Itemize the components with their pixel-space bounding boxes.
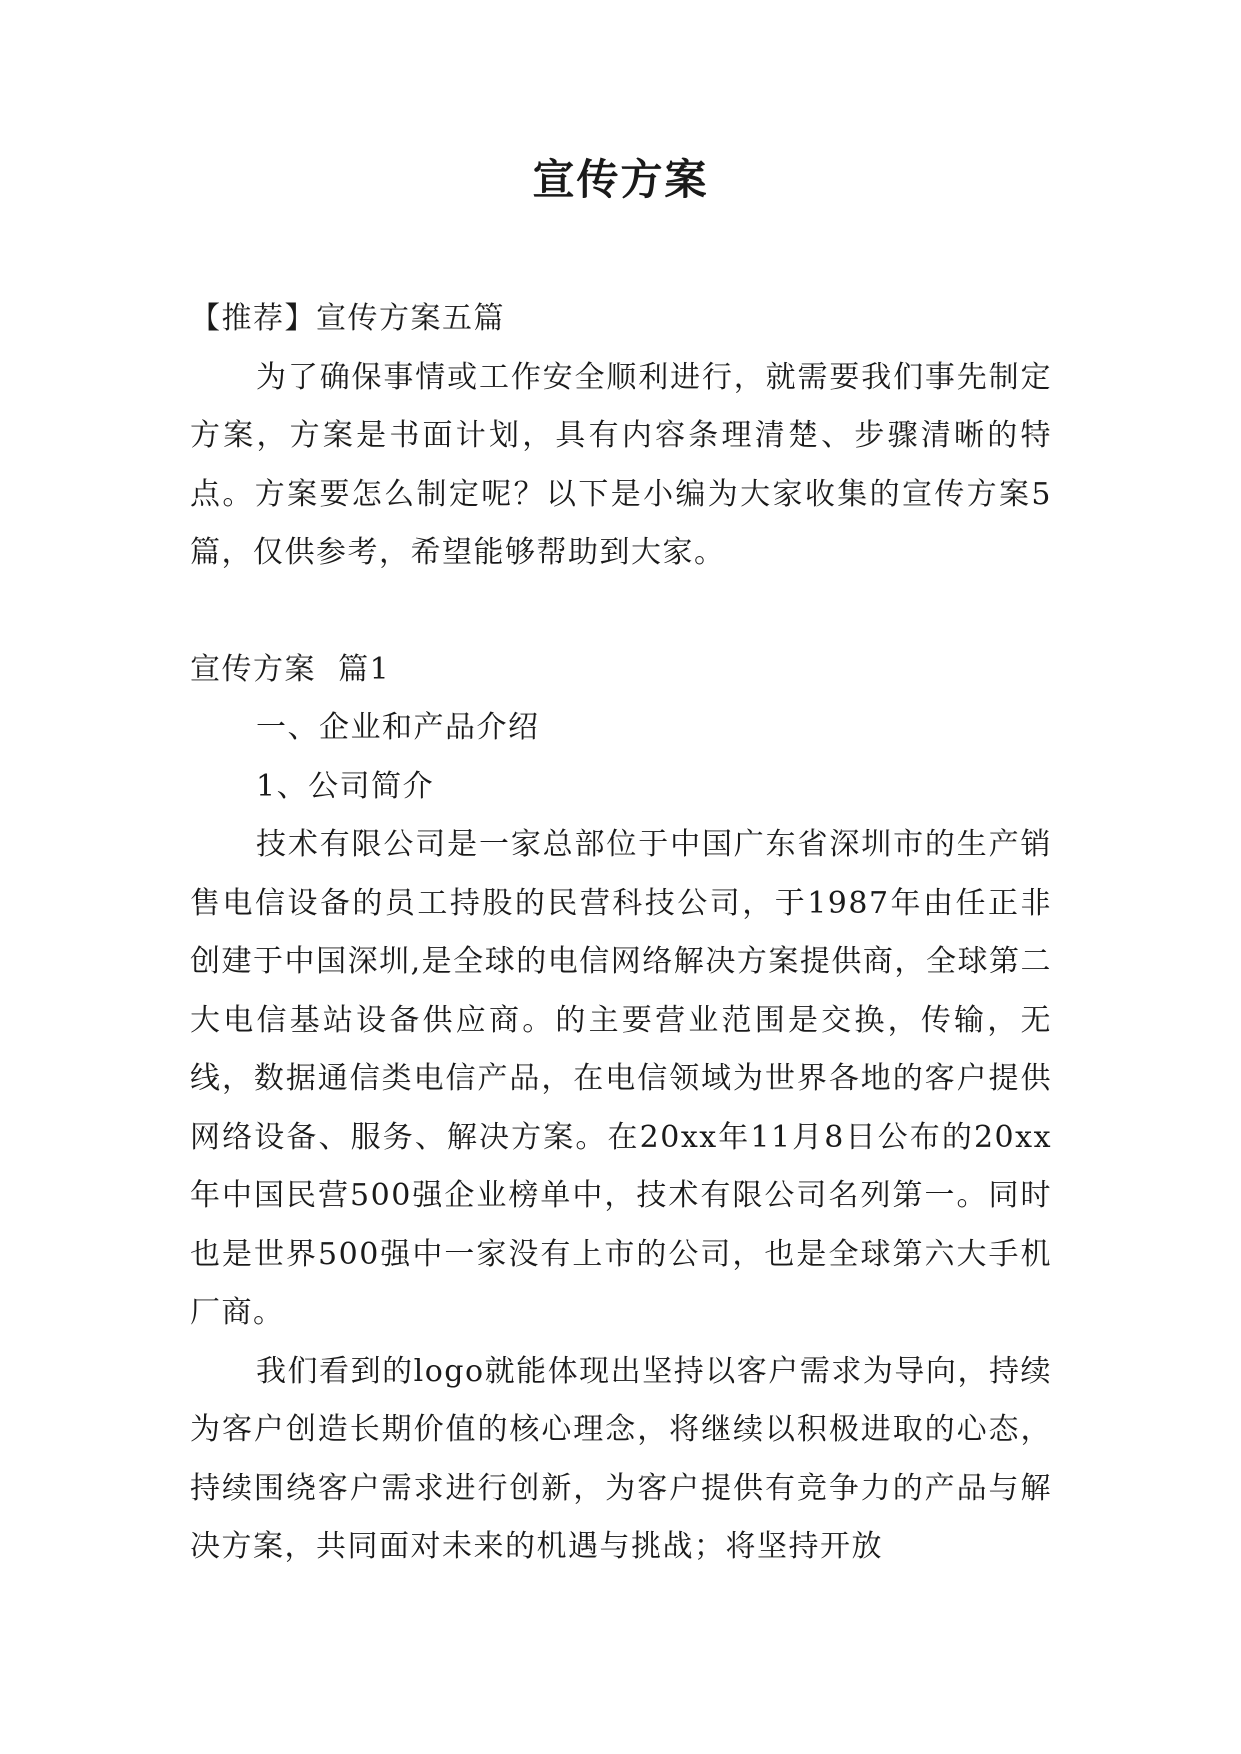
body-paragraph-1: 技术有限公司是一家总部位于中国广东省深圳市的生产销售电信设备的员工持股的民营科技公司，于1987年由任正非创建于中国深圳,是全球的电信网络解决方案提供商，全球第二大电信基站设备供应商。的主要营业范围是交换，传输，无线，数据通信类电信产品，在电信领域为世界各地的客户提供网络设备、服务、解决方案。在20xx年11月8日公布的20xx年中国民营500强企业榜单中，技术有限公司名列第一。同时也是世界500强中一家没有上市的公司，也是全球第六大手机厂商。 xyxy=(190,827,1052,1330)
document-body xyxy=(190,290,1052,1577)
body-paragraph-2: 我们看到的logo就能体现出坚持以客户需求为导向，持续为客户创造长期价值的核心理念，将继续以积极进取的心态，持续围绕客户需求进行创新，为客户提供有竞争力的产品与解决方案，共同面对未来的机遇与挑战；将坚持开放 xyxy=(190,1353,1052,1564)
paragraph-gap xyxy=(190,583,1052,641)
intro-paragraph: 为了确保事情或工作安全顺利进行，就需要我们事先制定方案，方案是书面计划，具有内容条理清楚、步骤清晰的特点。方案要怎么制定呢？以下是小编为大家收集的宣传方案5篇，仅供参考，希望能够帮助到大家。 xyxy=(190,359,1052,570)
document-subtitle: 【推荐】宣传方案五篇 xyxy=(190,301,505,336)
section-heading: 宣传方案 篇1 xyxy=(190,651,391,687)
sub-heading: 1、公司简介 xyxy=(256,768,435,804)
document-title: 宣传方案 xyxy=(532,155,709,204)
part-heading: 一、企业和产品介绍 xyxy=(256,710,540,745)
